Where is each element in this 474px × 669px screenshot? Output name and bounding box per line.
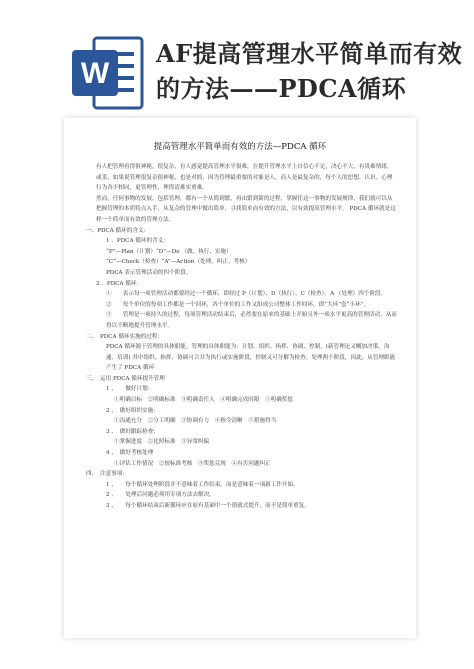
document-paragraph: 一、PDCA 循环的含义： [86, 227, 150, 234]
document-paragraph: ①评估工作情况 ②按标准考核 ③奖惩兑现 ④有否问题纠正 [114, 460, 271, 467]
page-content [86, 162, 398, 512]
document-paragraph: 三、 运用 PDCA 循环提升管理 [86, 375, 165, 382]
svg-text:W: W [80, 57, 110, 90]
document-paragraph: 有人把管理看得很神秘，很复杂，有人感觉提高管理水平很难，在提升管理水平上自信心不足，决心不大，有畏难情绪，或采，如果说管理很复杂很神秘，也是对的，因为管理最重要的对象是人，而人是最复杂的，每个人的思想、认识、心理行为各不相同，更管理性，理得清难实重难。 [96, 164, 393, 192]
document-paragraph: 3 、 每个循环结束后新循环应在原有基础中一个谐就式提升，而不是简单重复。 [106, 503, 310, 509]
document-paragraph: 1 、PDCA 循环的含义： [106, 238, 169, 245]
document-paragraph: 1 、 每个循环处理阶段并不意味着工作结束，而是意味着一项新工作开始。 [106, 481, 299, 488]
document-paragraph: 3 、 做好跟踪检查： [106, 428, 159, 435]
document-paragraph: ①明确目标 ②明确标准 ③明确责任人 ④明确完成时限 ⑤明确奖惩 [114, 397, 294, 404]
document-paragraph: 四、 注意事项： [86, 471, 128, 478]
document-paragraph: “P”—Plan（计划）“D”—Do （做、执行、实施） [106, 248, 232, 255]
document-paragraph: “C”—Check（检查）“A”—Action（处理、纠正、考核） [106, 259, 251, 266]
document-paragraph: 2 、 做好组织实施： [106, 407, 159, 414]
document-paragraph: 4 、 做好考核处理 [106, 450, 154, 457]
document-paragraph: 2 、PDCA 循环： [96, 280, 143, 287]
document-title: AF提高管理水平简单而有效的方法——PDCA循环 [156, 39, 463, 103]
document-paragraph: ①掌握进度 ②比照标准 ③异常纠偏 [114, 439, 210, 446]
page-title: 提高管理水平简单而有效的方法—PDCA 循环 [153, 142, 327, 152]
document-paragraph: PDCA 循环源于管理的具体职能。管理的具体职能为：计划、组织、指挥、协调、控制。(新管理论又概加决策、沟通、培训) 其中组织、指挥、协调可合并为执行或实施阶段，控制又可分解为检查、处理两个阶段，因此，从管理职能产生了 PDCA 循环 [106, 344, 396, 372]
document-paragraph: PDCA 表示管理活动的四个阶段。 [106, 269, 192, 276]
word-document-icon [72, 34, 146, 112]
document-paragraph: 1 、 做好计划： [106, 386, 154, 393]
document-paragraph: ③ 管理是一项持久的过程，每项管理活动结束后，必然要在原来的基础上开始另外一项水平更高的管理活动，从而得以不断地提升管理水平。 [106, 312, 397, 329]
header [0, 0, 474, 120]
document-paragraph: 然而，任何事物的发展，包括管理，都有一个从简到繁，再由繁到简的过程，掌握住这一事物的发展规律，我们就可以从把握管理的本质特点入手，从复杂的管理中做出简单，寻找简单而有效的方法，以有效提高管理水平。 PDCA 循环就是这样一个简单而有效的管理方法。 [96, 195, 396, 223]
document-paragraph: ② 每个单位的每项工作都是一个回环，各个单位的工作又组成公司整体工作回环，即“大环”套“小环”。 [106, 301, 370, 308]
document-paragraph: ① 表示每一项管理活动都要经过一个循环，即经过 P（计划）、D（执行）、C（检查）、A （处理）四个阶段。 [106, 291, 387, 298]
document-page [64, 118, 416, 638]
document-paragraph: ①沟通充分 ②分工明确 ③协调有力 ④指令清晰 ⑤措施得当 [114, 418, 277, 425]
document-paragraph: 2 、 处理后问题必须用专项方法去解决。 [106, 492, 215, 499]
document-paragraph: 二、 PDCA 循环实施的过程： [86, 333, 164, 340]
